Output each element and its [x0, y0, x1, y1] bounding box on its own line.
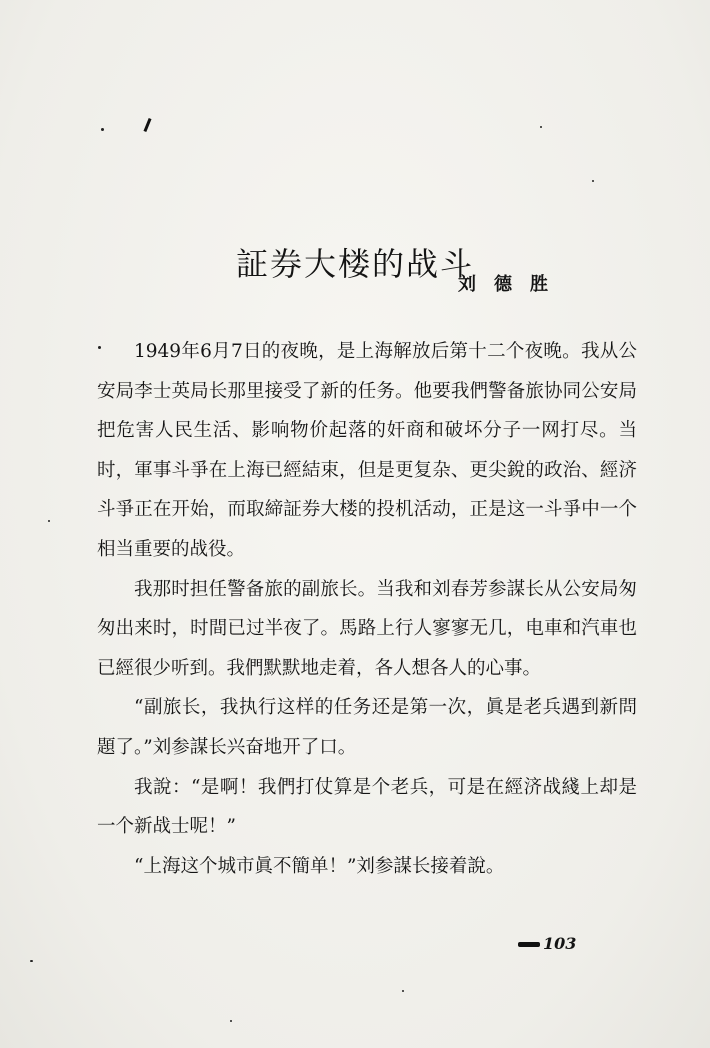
chapter-title: 証券大楼的战斗 — [235, 245, 474, 284]
ink-speck — [101, 128, 104, 131]
author-name: 刘德胜 — [458, 274, 566, 295]
paragraph: 我說：“是啊！我們打仗算是个老兵，可是在經济战綫上却是一个新战士呢！” — [97, 776, 637, 838]
body-text — [97, 332, 637, 886]
paragraph: “上海这个城市眞不簡单！”刘参謀长接着說。 — [134, 855, 505, 877]
page-number — [518, 934, 576, 953]
ink-speck — [230, 1020, 232, 1022]
page-number-text: 103 — [543, 934, 577, 953]
ink-speck — [48, 520, 50, 522]
paragraph: 我那时担任警备旅的副旅长。当我和刘春芳参謀长从公安局匆匆出来时，时間已过半夜了。馬路上行人寥寥无几，电車和汽車也已經很少听到。我們默默地走着，各人想各人的心事。 — [97, 578, 637, 679]
ink-speck — [402, 990, 404, 992]
ink-speck — [540, 126, 542, 128]
ink-speck — [30, 960, 33, 962]
ink-mark — [143, 118, 151, 132]
dash-decoration — [518, 942, 540, 947]
paragraph: 1949年6月7日的夜晚，是上海解放后第十二个夜晚。我从公安局李士英局长那里接受了新的任务。他要我們警备旅协同公安局把危害人民生活、影响物价起落的奸商和破坏分子一网打尽。当时，軍事斗爭在上海已經結束，但是更复杂、更尖銳的政治、經济斗爭正在开始，而取締証券大楼的投机活动，正是这一斗爭中一个相当重要的战役。 — [97, 341, 637, 560]
paragraph: “副旅长，我执行这样的任务还是第一次，眞是老兵遇到新問題了。”刘参謀长兴奋地开了口。 — [97, 697, 637, 758]
ink-speck — [592, 180, 594, 182]
